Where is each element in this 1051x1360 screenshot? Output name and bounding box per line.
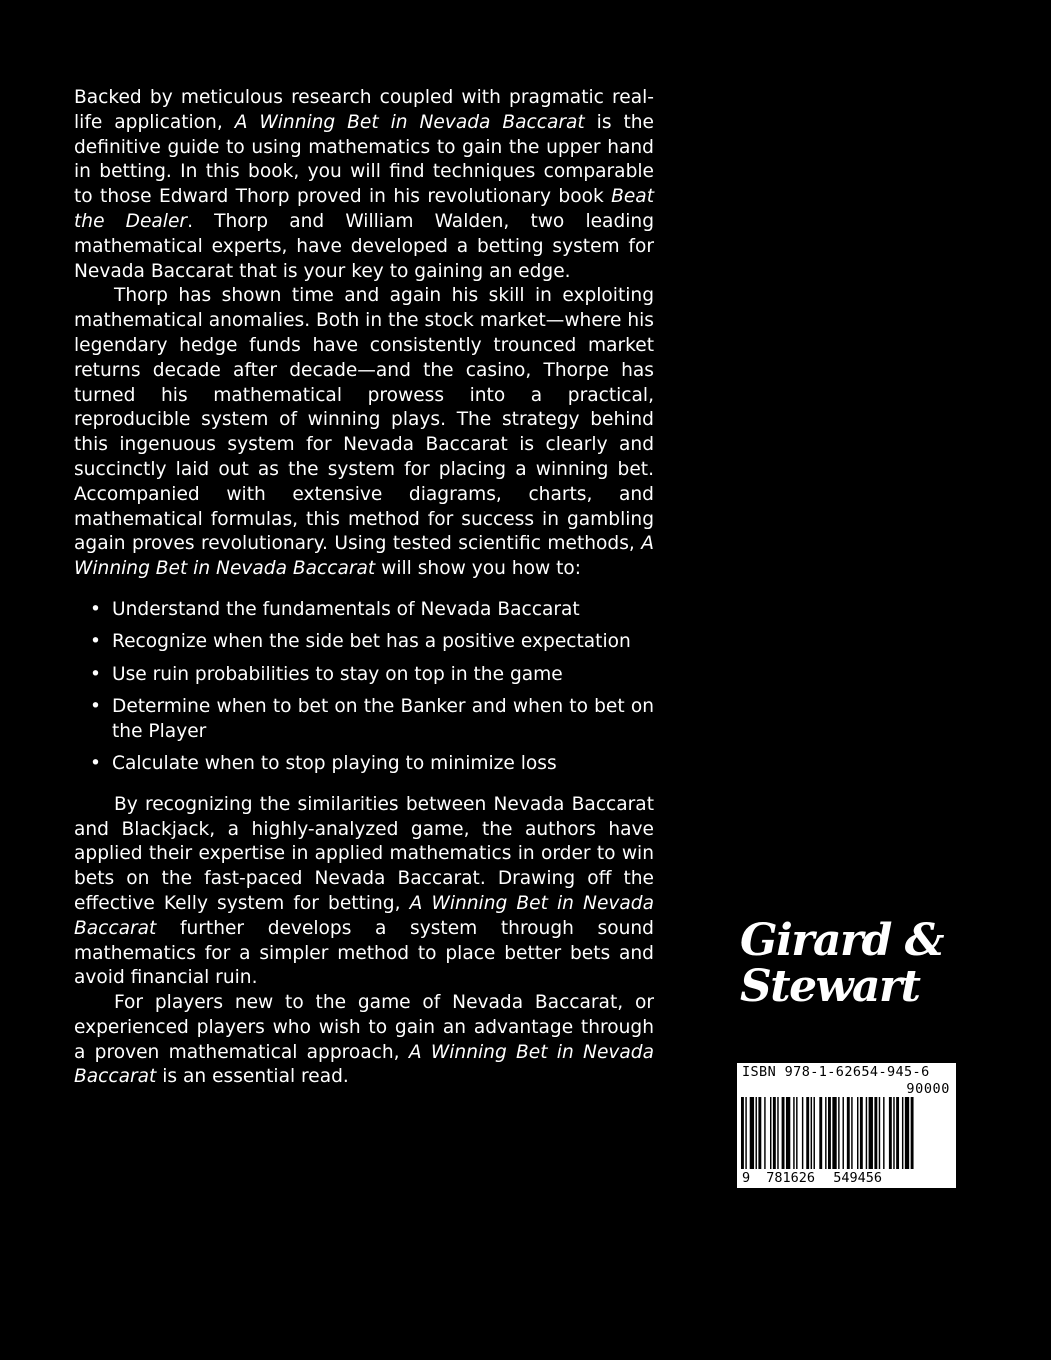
- barcode-bars: [741, 1097, 951, 1169]
- barcode-bar: [786, 1097, 790, 1169]
- paragraph-1-referenced-title: Beat the Dealer: [74, 186, 654, 232]
- barcode-bar: [764, 1097, 765, 1169]
- paragraph-4: [74, 991, 654, 1090]
- bullet-item: • Recognize when the side bet has a positive expectation: [90, 630, 654, 655]
- paragraph-4-book-title: A Winning Bet in Nevada Baccarat: [74, 1041, 654, 1088]
- bullet-item: • Determine when to bet on the Banker and when to bet on the Player: [90, 695, 654, 745]
- barcode-bar: [893, 1097, 894, 1169]
- paragraph-3-text-a: By recognizing the similarities between Nevada Baccarat and Blackjack, a highly-analyzed game, the authors have applied their expertise in applied mathematics in order to win bets on the fast-paced Nevada Baccarat. Drawing off the effective Kelly system for betting,: [74, 793, 654, 914]
- paragraph-3: [74, 793, 654, 991]
- bullet-item: • Use ruin probabilities to stay on top in the game: [90, 663, 654, 688]
- barcode-bar: [819, 1097, 822, 1169]
- price-code: 90000: [906, 1081, 950, 1097]
- barcode-bar: [745, 1097, 746, 1169]
- barcode-bar: [741, 1097, 744, 1169]
- barcode-bar: [847, 1097, 850, 1169]
- isbn-barcode: [737, 1063, 956, 1188]
- paragraph-1-text-e: . Thorp and William Walden, two leading mathematical experts, have developed a betting system for Nevada Baccarat that is your key to gaining an edge.: [74, 210, 655, 282]
- barcode-bar: [911, 1097, 914, 1169]
- paragraph-4-text-c: is an essential read.: [156, 1066, 349, 1088]
- barcode-bar: [773, 1097, 776, 1169]
- barcode-digit-group-1: 781626: [766, 1170, 816, 1186]
- barcode-bar: [889, 1097, 892, 1169]
- barcode-bar: [883, 1097, 884, 1169]
- barcode-bar: [896, 1097, 899, 1169]
- publisher-line-1: Girard &: [740, 915, 943, 966]
- barcode-bar: [777, 1097, 778, 1169]
- barcode-bar: [828, 1097, 831, 1169]
- paragraph-1-book-title: A Winning Bet in Nevada Baccarat: [234, 111, 585, 133]
- barcode-bar: [770, 1097, 771, 1169]
- bullet-item: • Understand the fundamentals of Nevada Baccarat: [90, 598, 654, 623]
- barcode-bar: [843, 1097, 844, 1169]
- barcode-bar: [811, 1097, 812, 1169]
- barcode-bar: [750, 1097, 754, 1169]
- barcode-bar: [832, 1097, 836, 1169]
- barcode-bar: [825, 1097, 826, 1169]
- barcode-bar: [879, 1097, 880, 1169]
- paragraph-3-text-c: further develops a system through sound mathematics for a simpler method to place better bets and avoid financial ruin.: [74, 917, 654, 989]
- publisher-line-2: Stewart: [740, 961, 920, 1012]
- barcode-bar: [793, 1097, 794, 1169]
- barcode-bar: [860, 1097, 863, 1169]
- barcode-bar: [866, 1097, 867, 1169]
- paragraph-2-book-title: A Winning Bet in Nevada Baccarat: [74, 533, 654, 580]
- barcode-bar: [851, 1097, 852, 1169]
- barcode-bar: [758, 1097, 761, 1169]
- paragraph-1: [74, 86, 654, 284]
- barcode-bar: [814, 1097, 815, 1169]
- barcode-bar: [869, 1097, 873, 1169]
- bullet-item: • Calculate when to stop playing to minimize loss: [90, 752, 654, 777]
- barcode-bar: [902, 1097, 903, 1169]
- barcode-bar: [782, 1097, 785, 1169]
- back-cover-text: [74, 86, 654, 1090]
- paragraph-3-book-title: A Winning Bet in Nevada Baccarat: [74, 892, 654, 939]
- paragraph-1-text-c: is the definitive guide to using mathematics to gain the upper hand in betting. In this book, you will find techniques comparable to those Edward Thorp proved in his revolutionary book: [74, 111, 654, 208]
- barcode-bar: [756, 1097, 757, 1169]
- barcode-digit-first: 9: [742, 1170, 751, 1186]
- barcode-bar: [857, 1097, 858, 1169]
- barcode-bar: [796, 1097, 797, 1169]
- barcode-digits: [741, 1170, 883, 1186]
- barcode-bar: [838, 1097, 839, 1169]
- paragraph-4-text-a: For players new to the game of Nevada Baccarat, or experienced players who wish to gain an advantage through a proven mathematical approach,: [74, 992, 654, 1063]
- bullet-list: [74, 598, 654, 777]
- barcode-digit-group-2: 549456: [833, 1170, 882, 1186]
- paragraph-2-text-c: will show you how to:: [375, 558, 581, 580]
- barcode-bar: [905, 1097, 909, 1169]
- paragraph-2-text-a: Thorp has shown time and again his skill in exploiting mathematical anomalies. Both in the stock market—where his legendary hedge funds have consistently trounced market returns decade after decade—and the casino, Thorpe has turned his mathematical prowess into a practical, reproducible system of winning plays. The strategy behind this ingenuous system for Nevada Baccarat is clearly and succinctly laid out as the system for placing a winning bet. Accompanied with extensive diagrams, charts, and mathematical formulas, this method for success in gambling again proves revolutionary. Using tested scientific methods,: [74, 285, 654, 555]
- publisher-logo: [740, 915, 980, 1012]
- paragraph-1-text-a: Backed by meticulous research coupled with pragmatic real-life application,: [74, 87, 654, 133]
- isbn-number: ISBN 978-1-62654-945-6: [742, 1064, 930, 1080]
- barcode-bar: [802, 1097, 803, 1169]
- barcode-bar: [874, 1097, 877, 1169]
- barcode-bar: [806, 1097, 809, 1169]
- paragraph-2: [74, 284, 654, 582]
